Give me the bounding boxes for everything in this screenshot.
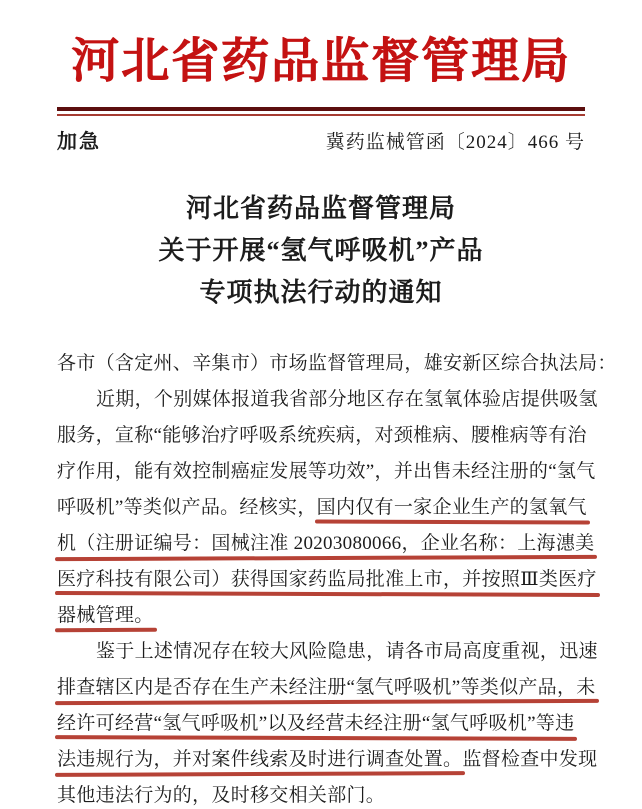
body-line: [57, 562, 597, 598]
body-line: [57, 742, 598, 778]
underlined-text: 国内仅有一家企业生产的氢氧气: [316, 496, 587, 518]
text-segment: 鉴于上述情况存在较大风险隐患，请各市局高度重视，迅速: [96, 640, 598, 662]
body-line: [57, 778, 585, 809]
document-meta-row: [57, 125, 585, 154]
text-segment: 疗作用，能有效控制癌症发展等功效”，并出售未经注册的“氢气: [57, 460, 596, 482]
letterhead-title: 河北省药品监督管理局: [70, 35, 571, 88]
text-segment: 其他违法行为的，及时移交相关部门。: [57, 784, 386, 806]
letterhead-double-rule: [57, 107, 585, 116]
body-line: [57, 706, 585, 742]
text-segment: 服务，宣称“能够治疗呼吸系统疾病，对颈椎病、腰椎病等有治: [57, 424, 587, 446]
document-title-line-2: 关于开展“氢气呼吸机”产品: [158, 235, 484, 265]
underlined-text: 器械管理。: [57, 604, 154, 626]
text-segment: 各市（含定州、辛集市）市场监督管理局，雄安新区综合执法局：: [57, 352, 617, 374]
text-segment: 近期，个别媒体报道我省部分地区存在氢氧体验店提供吸氢: [96, 388, 598, 410]
underlined-text: 排查辖区内是否存在生产未经注册“氢气呼吸机”等类似产品，未: [57, 676, 596, 698]
rule-thin-line: [57, 114, 585, 116]
text-segment: 监督检查中发现: [462, 748, 598, 770]
urgency-label: 加急: [57, 130, 101, 153]
underlined-text: 机（注册证编号：国械注准 20203080066，企业名称：上海潓美: [57, 532, 595, 554]
underlined-text: 法违规行为，并对案件线索及时进行调查处置。: [57, 748, 463, 770]
text-segment: 呼吸机”等类似产品。经核实，: [57, 496, 317, 518]
underlined-text: 经许可经营“氢气呼吸机”以及经营未经注册“氢气呼吸机”等违: [57, 712, 575, 734]
body-line: [57, 490, 585, 526]
body-line: [57, 418, 585, 454]
body-line: [57, 634, 598, 670]
document-title: [57, 188, 585, 314]
document-title-line-3: 专项执法行动的通知: [199, 277, 443, 307]
document-title-line-1: 河北省药品监督管理局: [185, 193, 456, 223]
body-line: [57, 382, 598, 418]
body-line: [57, 346, 617, 382]
body-line: [57, 670, 596, 706]
body-line: [57, 454, 596, 490]
body-line: [57, 598, 585, 634]
document-number: 冀药监械管函〔2024〕466 号: [325, 131, 585, 153]
underlined-text: 医疗科技有限公司）获得国家药监局批准上市，并按照Ⅲ类医疗: [57, 568, 597, 590]
body-text: [57, 346, 617, 809]
body-line: [57, 526, 595, 562]
